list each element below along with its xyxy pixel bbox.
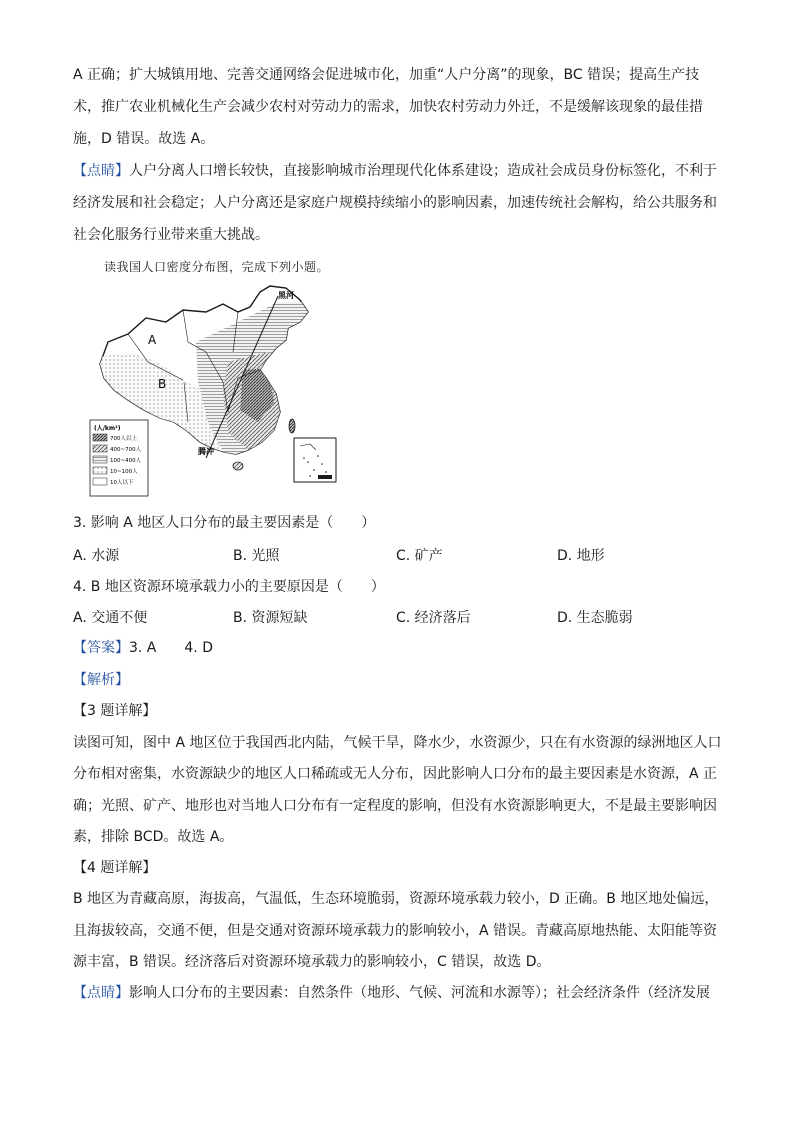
- tip-text: 人户分离人口增长较快，直接影响城市治理现代化体系建设；造成社会成员身份标签化，不利于: [129, 163, 717, 179]
- region-b-label: B: [158, 377, 167, 391]
- final-tip-text: 影响人口分布的主要因素：自然条件（地形、气候、河流和水源等）；社会经济条件（经济发展: [129, 985, 710, 1001]
- answer-label: 【答案】: [73, 640, 129, 656]
- answer-line: [73, 638, 213, 658]
- explanation-line-1: A 正确；扩大城镇用地、完善交通网络会促进城市化，加重“人户分离”的现象，BC 错误；提高生产技: [73, 67, 700, 83]
- tengchong-label: 腾冲: [198, 447, 214, 456]
- detail-3-line-4: 素，排除 BCD。故选 A。: [73, 829, 234, 845]
- population-density-map: [88, 282, 348, 497]
- detail-3-line-3: 确；光照、矿产、地形也对当地人口分布有一定程度的影响，但没有水资源影响更大，不是最主要影响因: [73, 798, 717, 814]
- tip-line-1: [73, 161, 717, 181]
- q4-option-a: A. 交通不便: [73, 610, 148, 626]
- detail-4-line-1: B 地区为青藏高原，海拔高，气温低，生态环境脆弱，资源环境承载力较小，D 正确。B 地区地处偏远，: [73, 891, 719, 907]
- legend-swatch-400-700: [93, 445, 107, 452]
- detail-3-heading: 【3 题详解】: [73, 703, 157, 719]
- tip-line-3: 社会化服务行业带来重大挑战。: [73, 227, 269, 243]
- detail-3-line-1: 读图可知，图中 A 地区位于我国西北内陆，气候干旱，降水少，水资源少，只在有水资源的绿洲地区人口: [73, 735, 722, 751]
- legend-label-under-10: 10人以下: [110, 480, 134, 486]
- q4-option-d: D. 生态脆弱: [557, 610, 633, 626]
- legend-label-400-700: 400~700人: [110, 447, 142, 453]
- analysis-heading: 【解析】: [73, 672, 129, 688]
- region-a-label: A: [148, 333, 157, 347]
- q3-option-b: B. 光照: [233, 548, 280, 564]
- map-caption: 读我国人口密度分布图，完成下列小题。: [104, 260, 330, 274]
- south-sea-inset: [294, 438, 336, 482]
- explanation-line-3: 施，D 错误。故选 A。: [73, 131, 215, 147]
- map-legend: [90, 420, 148, 496]
- legend-label-10-100: 10~100人: [110, 469, 138, 475]
- legend-label-700-plus: 700人以上: [110, 436, 137, 442]
- legend-swatch-10-100: [93, 467, 107, 474]
- detail-4-heading: 【4 题详解】: [73, 860, 157, 876]
- taiwan-island: [289, 419, 295, 433]
- answer-text: 3. A 4. D: [129, 640, 213, 656]
- legend-swatch-100-400: [93, 456, 107, 463]
- detail-3-line-2: 分布相对密集，水资源缺少的地区人口稀疏或无人分布，因此影响人口分布的最主要因素是水资源，A 正: [73, 766, 718, 782]
- q3-option-c: C. 矿产: [396, 548, 443, 564]
- detail-4-line-3: 源丰富，B 错误。经济落后对资源环境承载力的影响较小，C 错误，故选 D。: [73, 954, 551, 970]
- tip-label: 【点睛】: [73, 163, 129, 179]
- q3-option-a: A. 水源: [73, 548, 120, 564]
- heihe-label: 黑河: [278, 291, 294, 300]
- final-tip-line: [73, 983, 710, 1003]
- legend-swatch-700-plus: [93, 434, 107, 441]
- detail-4-line-2: 且海拔较高，交通不便，但是交通对资源环境承载力的影响较小，A 错误。青藏高原地热能、太阳能等资: [73, 923, 718, 939]
- question-4-stem: 4. B 地区资源环境承载力小的主要原因是（ ）: [73, 579, 385, 595]
- tip-line-2: 经济发展和社会稳定；人户分离还是家庭户规模持续缩小的影响因素，加速传统社会解构，给公共服务和: [73, 195, 717, 211]
- explanation-line-2: 术，推广农业机械化生产会减少农村对劳动力的需求，加快农村劳动力外迁，不是缓解该现象的最佳措: [73, 99, 703, 115]
- q3-option-d: D. 地形: [557, 548, 605, 564]
- legend-title: (人/km²): [94, 425, 121, 432]
- q4-option-c: C. 经济落后: [396, 610, 471, 626]
- legend-label-100-400: 100~400人: [110, 458, 142, 464]
- question-3-stem: 3. 影响 A 地区人口分布的最主要因素是（ ）: [73, 515, 376, 531]
- q4-option-b: B. 资源短缺: [233, 610, 308, 626]
- final-tip-label: 【点睛】: [73, 985, 129, 1001]
- legend-swatch-under-10: [93, 478, 107, 485]
- hainan-island: [233, 462, 243, 470]
